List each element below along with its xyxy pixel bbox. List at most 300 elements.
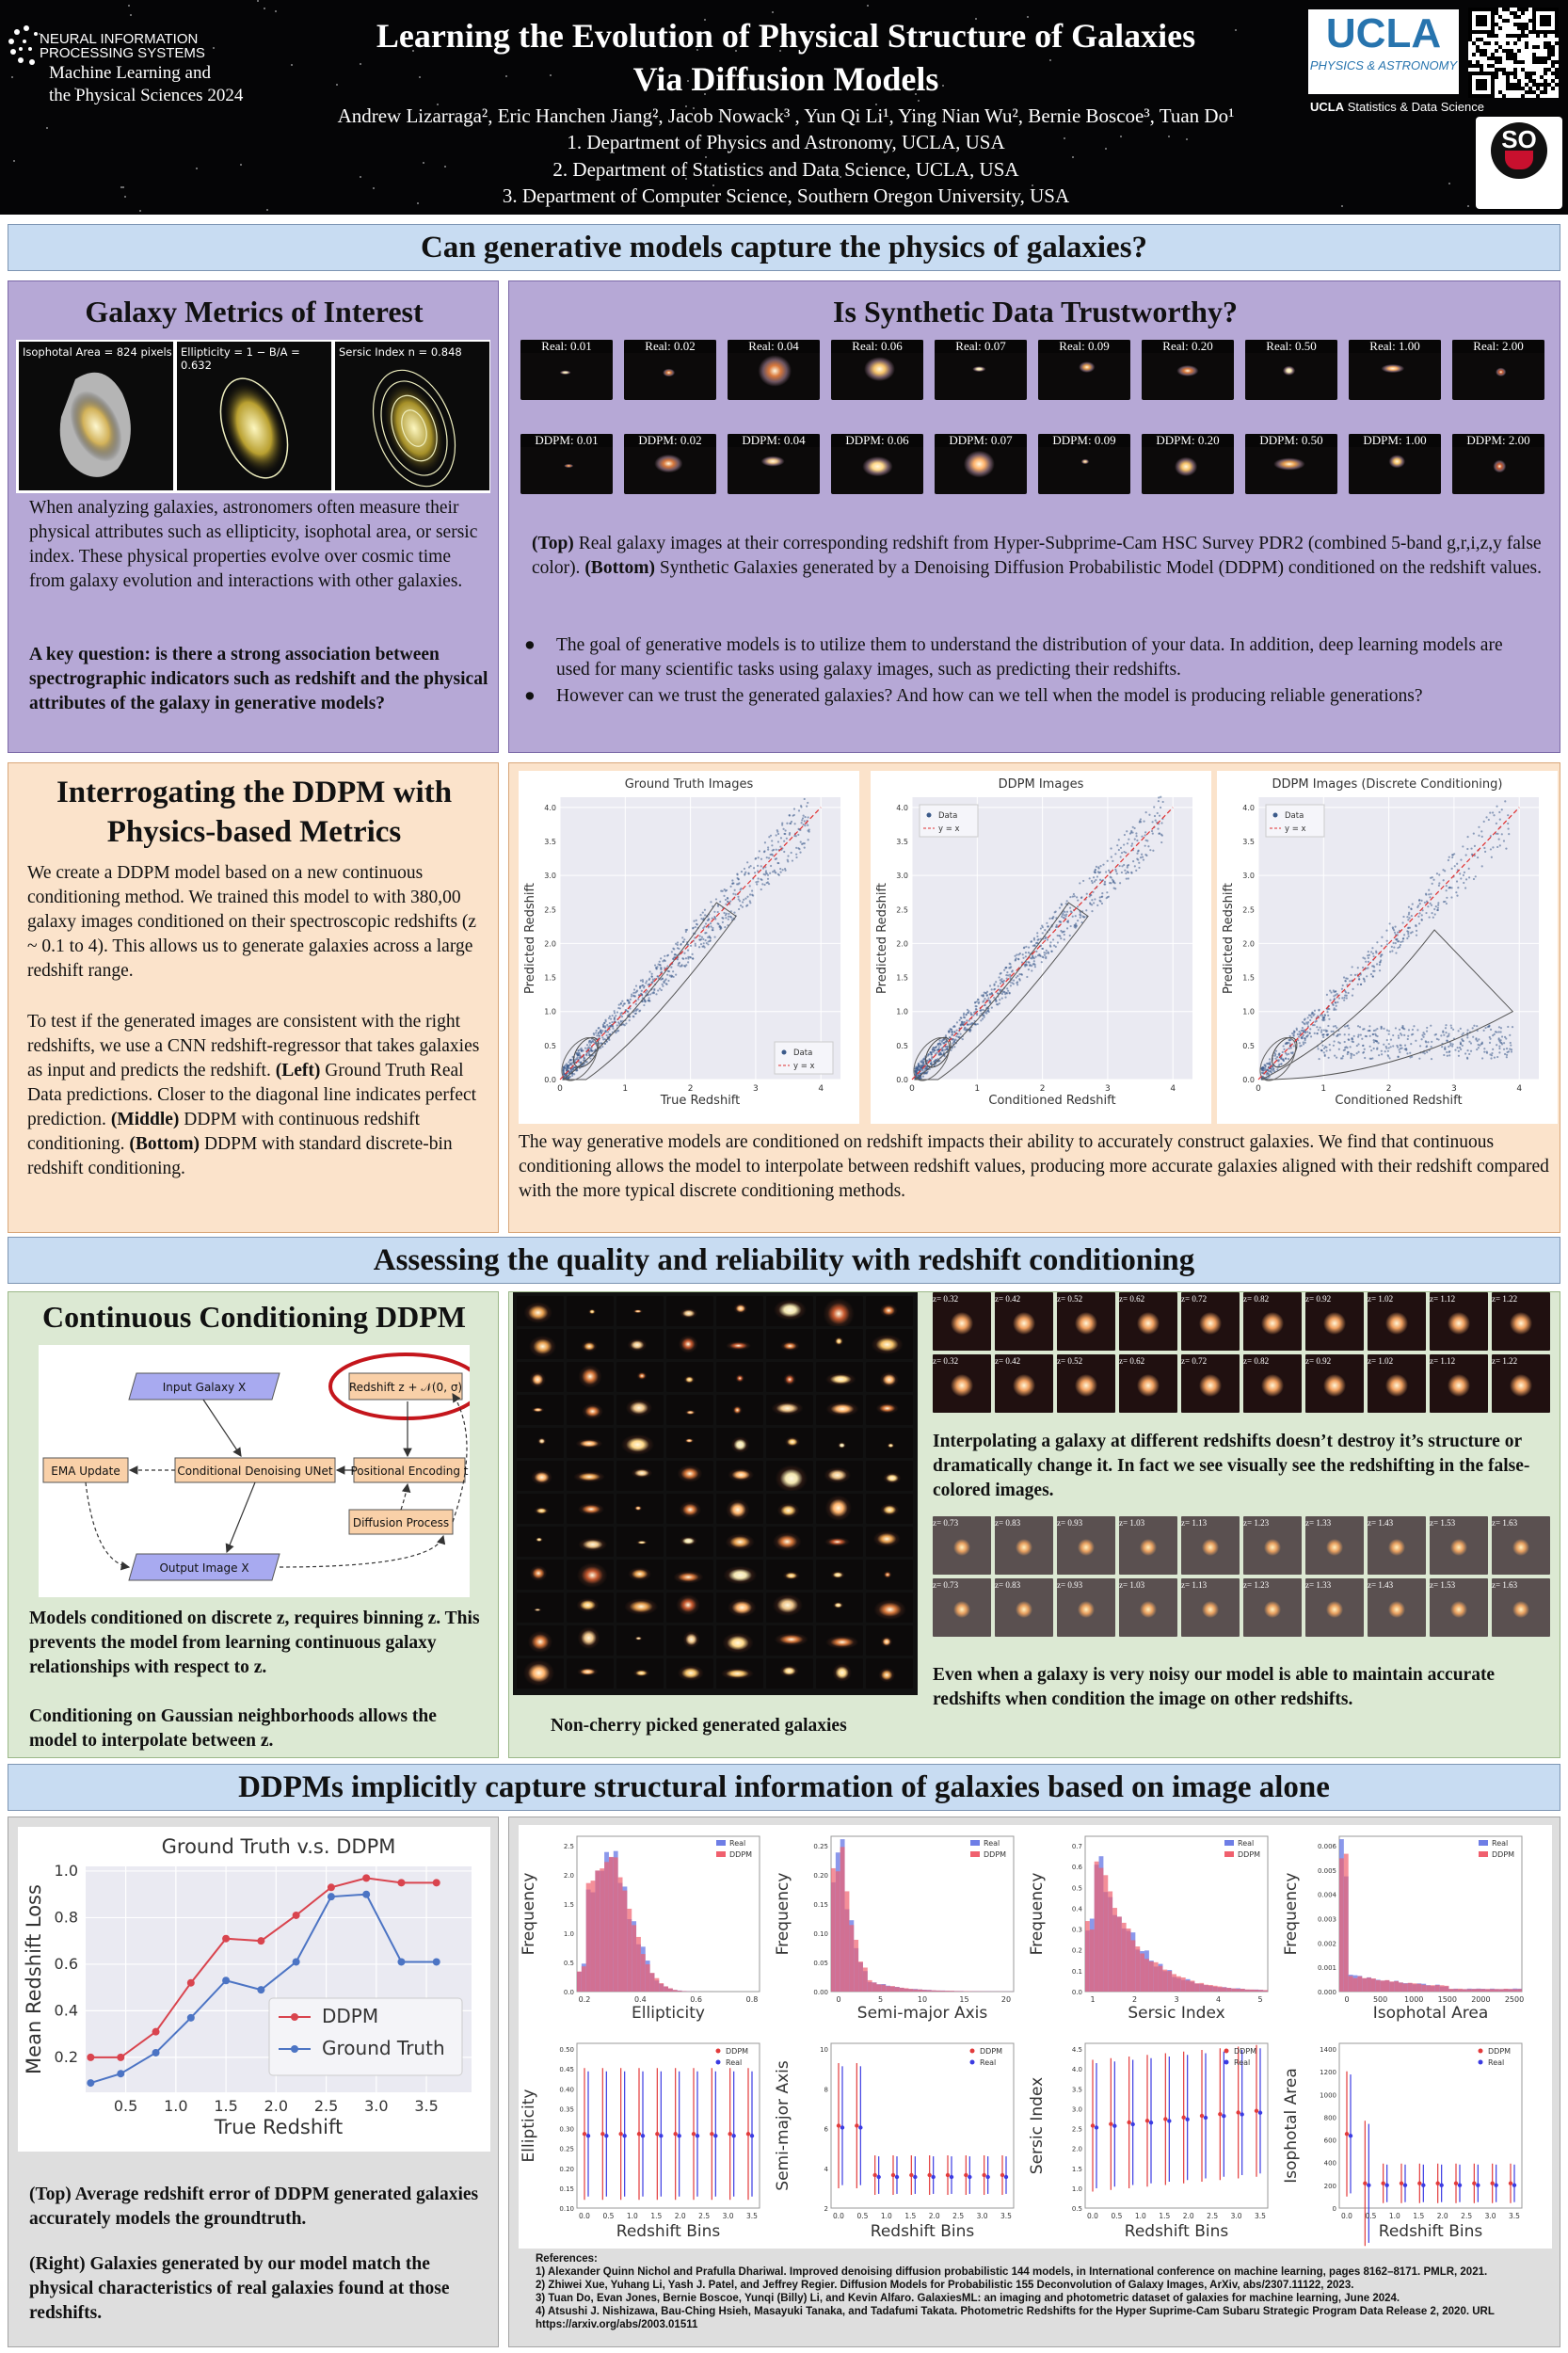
- scatter-point: [726, 889, 728, 891]
- scatter-point: [1391, 950, 1393, 952]
- scatter-point: [1290, 1047, 1292, 1048]
- scatter-point: [1445, 1024, 1447, 1026]
- hist-bar-ddpm: [682, 1991, 687, 1992]
- scatter-point: [1451, 868, 1453, 870]
- interpolated-galaxy: [1119, 1578, 1177, 1637]
- hist-bar-ddpm: [1472, 1989, 1477, 1992]
- scatter-point: [1504, 800, 1506, 802]
- generated-galaxy: [866, 1593, 913, 1623]
- scatter-xtick: 3: [1105, 1084, 1111, 1094]
- scatter-point: [1385, 1048, 1387, 1049]
- scatter-point: [952, 1033, 953, 1035]
- hist-ytick: 0.4: [1071, 1905, 1082, 1913]
- scatter-point: [1473, 878, 1475, 880]
- scatter-point: [1120, 847, 1122, 849]
- scatter-point: [662, 984, 664, 985]
- interpolated-galaxy: [1305, 1354, 1364, 1413]
- generated-galaxy: [766, 1527, 813, 1557]
- scatter-point: [1431, 1058, 1432, 1060]
- errbar-ytick: 0.15: [559, 2185, 574, 2193]
- redshift-label: z= 0.42: [995, 1356, 1021, 1366]
- hist-ytick: 0.5: [563, 1960, 574, 1967]
- scatter-point: [1344, 1041, 1346, 1043]
- scatter-point: [635, 984, 637, 986]
- scatter-ylabel: Predicted Redshift: [1222, 883, 1236, 994]
- scatter-point: [568, 1067, 569, 1069]
- hist-bar-ddpm: [1095, 1862, 1099, 1992]
- scatter-point: [1016, 982, 1017, 984]
- thumbnail-label: Real: 0.06: [831, 340, 923, 353]
- scatter-point: [1426, 1051, 1428, 1053]
- generated-galaxy: [616, 1658, 664, 1689]
- scatter-xtick: 0: [909, 1084, 915, 1094]
- hist-legend: DDPM: [1238, 1850, 1261, 1859]
- scatter-point: [738, 898, 740, 900]
- hist-ytick: 0.6: [1071, 1864, 1082, 1872]
- generated-galaxy: [567, 1560, 614, 1590]
- scatter-point: [1323, 1048, 1325, 1049]
- errbar-xtick: 2.0: [674, 2212, 686, 2220]
- property-histograms: [519, 1825, 1552, 2249]
- loss-chart-box: [18, 1827, 490, 2152]
- scatter-xlabel: Conditioned Redshift: [1335, 1094, 1463, 1108]
- scatter-point: [732, 893, 734, 895]
- scatter-point: [802, 842, 804, 844]
- scatter-point: [1309, 1028, 1311, 1030]
- scatter-point: [1299, 1042, 1301, 1044]
- scatter-point: [1334, 1055, 1336, 1057]
- generated-galaxy: [716, 1395, 763, 1425]
- scatter-point: [1057, 935, 1059, 936]
- scatter-point: [1066, 911, 1068, 913]
- generated-galaxy: [816, 1428, 863, 1458]
- scatter-point: [1430, 903, 1432, 904]
- scatter-point: [764, 841, 766, 843]
- scatter-point: [1128, 839, 1129, 840]
- legend-line: y = x: [793, 1062, 815, 1071]
- errbar-ytick: 600: [1323, 2137, 1336, 2145]
- redshift-label: z= 0.72: [1181, 1294, 1208, 1304]
- scatter-point: [1308, 1032, 1310, 1033]
- scatter-point: [963, 1029, 965, 1031]
- scatter-point: [964, 1016, 966, 1018]
- scatter-point: [1512, 1026, 1513, 1028]
- hist-xtick: 2500: [1504, 1995, 1525, 2004]
- generated-galaxy: [517, 1658, 564, 1689]
- hist-xtick: 2: [1131, 1995, 1138, 2004]
- scatter-point: [734, 889, 736, 891]
- scatter-point: [1463, 1040, 1464, 1042]
- scatter-point: [614, 1018, 616, 1020]
- scatter-point: [922, 1063, 924, 1064]
- scatter-point: [1127, 871, 1128, 872]
- scatter-point: [1003, 969, 1005, 971]
- scatter-point: [1449, 1045, 1451, 1047]
- interpolated-galaxy: [1181, 1292, 1240, 1351]
- scatter-point: [1052, 938, 1054, 940]
- scatter-point: [1507, 814, 1509, 816]
- scatter-point: [1338, 1048, 1340, 1050]
- generated-galaxy: [666, 1625, 713, 1656]
- scatter-point: [625, 1009, 627, 1011]
- generated-galaxy: [666, 1461, 713, 1491]
- scatter-point: [1491, 1052, 1493, 1054]
- scatter-point: [1366, 975, 1368, 977]
- scatter-point: [1014, 955, 1016, 957]
- scatter-point: [1500, 1027, 1502, 1029]
- scatter-title: Ground Truth Images: [624, 777, 754, 792]
- hist-bar-ddpm: [1480, 1989, 1485, 1992]
- scatter-point: [604, 1030, 606, 1032]
- synthetic-data-panel: [508, 280, 1560, 753]
- scatter-point: [1091, 899, 1093, 901]
- star-dot: [11, 76, 13, 78]
- scatter-point: [1505, 848, 1507, 850]
- hist-bar-ddpm: [1403, 1983, 1408, 1992]
- scatter-point: [687, 961, 689, 963]
- scatter-point: [1465, 854, 1467, 856]
- scatter-point: [1488, 1024, 1490, 1026]
- scatter-point: [751, 894, 753, 896]
- scatter-point: [1363, 978, 1365, 980]
- scatter-point: [1307, 1021, 1309, 1023]
- scatter-point: [1105, 871, 1107, 872]
- errbar-xtick: 2.0: [1182, 2212, 1194, 2220]
- scatter-plot-1: [519, 771, 859, 1124]
- generated-galaxy: [716, 1625, 763, 1656]
- scatter-point: [1126, 830, 1128, 832]
- diagram-input-galaxy: Input Galaxy X: [162, 1381, 247, 1394]
- generated-galaxy: [866, 1494, 913, 1524]
- scatter-point: [744, 898, 746, 900]
- scatter-point: [1298, 1031, 1300, 1032]
- scatter-point: [1498, 1037, 1500, 1039]
- scatter-point: [768, 857, 770, 859]
- scatter-point: [1064, 934, 1065, 936]
- scatter-point: [736, 883, 738, 885]
- generated-galaxy: [716, 1593, 763, 1623]
- thumbnail-label: Real: 0.04: [728, 340, 820, 353]
- hist-bar-ddpm: [1385, 1980, 1390, 1992]
- scatter-xtick: 1: [974, 1084, 981, 1094]
- scatter-point: [1329, 1049, 1331, 1051]
- star-dot: [139, 210, 141, 212]
- qr-code-icon[interactable]: [1468, 8, 1559, 98]
- scatter-point: [994, 988, 996, 990]
- scatter-point: [1448, 859, 1449, 861]
- scatter-point: [923, 1058, 925, 1060]
- scatter-ytick: 1.5: [1242, 973, 1255, 983]
- scatter-point: [1489, 1053, 1491, 1055]
- scatter-point: [673, 948, 675, 950]
- scatter-point: [771, 844, 773, 846]
- scatter-point: [1106, 897, 1108, 899]
- scatter-point: [995, 981, 997, 983]
- scatter-point: [1303, 1034, 1304, 1036]
- hist-bar-ddpm: [959, 1991, 964, 1992]
- scatter-point: [1326, 1030, 1328, 1032]
- scatter-point: [567, 1065, 568, 1067]
- generated-galaxy: [716, 1296, 763, 1326]
- scatter-xtick: 4: [1516, 1084, 1523, 1094]
- scatter-point: [1130, 845, 1132, 847]
- scatter-point: [1489, 1042, 1491, 1044]
- scatter-point: [666, 974, 668, 976]
- scatter-ytick: 2.5: [1242, 905, 1255, 915]
- hist-bar-ddpm: [1254, 1990, 1258, 1992]
- scatter-point: [664, 982, 665, 984]
- data-point: [362, 1874, 370, 1881]
- scatter-point: [587, 1047, 589, 1048]
- generated-galaxy: [517, 1329, 564, 1359]
- scatter-point: [604, 1043, 606, 1045]
- scatter-point: [1393, 946, 1395, 948]
- scatter-point: [779, 868, 781, 870]
- scatter-point: [606, 1034, 608, 1036]
- scatter-point: [1269, 1058, 1271, 1060]
- errbar-xtick: 3.5: [746, 2212, 758, 2220]
- scatter-point: [801, 822, 803, 824]
- scatter-point: [1298, 1036, 1300, 1038]
- interrogate-title: Interrogating the DDPM with Physics-based Metrics: [56, 776, 453, 849]
- errbar-ytick: 3.0: [1071, 2105, 1082, 2114]
- scatter-point: [1031, 940, 1032, 942]
- scatter-point: [1505, 1037, 1507, 1039]
- scatter-point: [1486, 1050, 1488, 1052]
- hist-bar-ddpm: [858, 1961, 863, 1992]
- scatter-point: [1408, 917, 1410, 919]
- scatter-point: [1124, 834, 1126, 836]
- scatter-point: [671, 951, 673, 952]
- scatter-point: [1296, 1029, 1298, 1031]
- x-tick: 0.5: [113, 2097, 138, 2115]
- scatter-point: [972, 1014, 974, 1016]
- scatter-point: [1468, 868, 1470, 870]
- scatter-point: [1488, 819, 1490, 821]
- scatter-point: [771, 854, 773, 856]
- scatter-point: [1093, 876, 1095, 878]
- hist-ytick: 0.000: [1317, 1989, 1336, 1996]
- scatter-point: [1008, 992, 1010, 994]
- scatter-point: [1360, 984, 1362, 985]
- scatter-point: [660, 968, 662, 970]
- scatter-point: [727, 898, 728, 900]
- scatter-point: [589, 1040, 591, 1042]
- scatter-point: [630, 999, 632, 1000]
- scatter-point: [713, 911, 715, 913]
- scatter-point: [598, 1032, 600, 1034]
- scatter-point: [1158, 833, 1160, 835]
- hist-bar-ddpm: [1453, 1989, 1458, 1992]
- scatter-point: [1060, 930, 1062, 932]
- redshift-label: z= 1.43: [1368, 1580, 1394, 1590]
- scatter-point: [933, 1051, 935, 1053]
- errbar-xtick: 1.5: [904, 2212, 917, 2220]
- scatter-point: [795, 854, 797, 856]
- scatter-point: [1478, 1038, 1480, 1040]
- scatter-point: [1329, 1044, 1331, 1046]
- scatter-point: [1302, 1027, 1304, 1029]
- hist-ytick: 0.006: [1317, 1843, 1336, 1850]
- scatter-point: [712, 929, 713, 931]
- scatter-point: [757, 865, 759, 867]
- scatter-point: [1426, 1030, 1428, 1032]
- errbar-xtick: 0.0: [833, 2212, 844, 2220]
- generated-galaxy: [766, 1428, 813, 1458]
- errbar-xtick: 3.5: [1509, 2212, 1520, 2220]
- hist-ytick: 0.25: [813, 1843, 828, 1850]
- scatter-point: [1036, 936, 1038, 937]
- hist-bar-ddpm: [618, 1878, 623, 1992]
- scatter-point: [1263, 1064, 1265, 1066]
- scatter-point: [667, 954, 669, 956]
- generated-galaxy: [816, 1395, 863, 1425]
- redshift-label: z= 1.02: [1368, 1294, 1394, 1304]
- scatter-point: [1456, 880, 1458, 882]
- galaxy-thumbnail: [624, 434, 716, 494]
- scatter-point: [960, 1017, 962, 1019]
- hist-ytick: 0.0: [1071, 1989, 1082, 1996]
- scatter-point: [589, 1044, 591, 1046]
- scatter-point: [672, 970, 674, 972]
- hist-bar-ddpm: [1223, 1988, 1227, 1992]
- scatter-point: [1136, 840, 1138, 841]
- x-tick: 1.5: [214, 2097, 238, 2115]
- scatter-point: [1425, 1040, 1427, 1042]
- hist-ytick: 2.0: [563, 1872, 574, 1880]
- interpolated-galaxy: [1243, 1354, 1302, 1413]
- scatter-point: [753, 867, 755, 869]
- generated-galaxy: [567, 1428, 614, 1458]
- scatter-point: [1368, 1025, 1370, 1027]
- scatter-point: [781, 824, 783, 825]
- scatter-point: [672, 958, 674, 960]
- data-point: [328, 1883, 335, 1891]
- scatter-point: [1116, 872, 1118, 874]
- scatter-point: [1316, 1020, 1318, 1022]
- scatter-point: [746, 861, 748, 863]
- errbar-xtick: 0.5: [602, 2212, 615, 2220]
- scatter-point: [632, 992, 634, 994]
- scatter-point: [767, 881, 769, 883]
- loss-caption-top: (Top) Average redshift error of DDPM generated galaxies accurately models the groundtruth.: [29, 2185, 479, 2229]
- scatter-point: [1077, 899, 1079, 901]
- scatter-ytick: 2.0: [544, 939, 556, 949]
- scatter-point: [1484, 851, 1486, 853]
- scatter-point: [1432, 917, 1434, 919]
- scatter-point: [1317, 1032, 1319, 1034]
- scatter-point: [1352, 988, 1353, 990]
- generated-galaxy: [766, 1625, 813, 1656]
- scatter-point: [1303, 1041, 1304, 1043]
- scatter-point: [1458, 1030, 1460, 1032]
- scatter-point: [620, 1003, 622, 1005]
- continuous-p2: Conditioning on Gaussian neighborhoods allows the model to interpolate between z.: [29, 1706, 437, 1751]
- scatter-xtick: 3: [753, 1084, 759, 1094]
- scatter-point: [620, 1020, 622, 1022]
- scatter-point: [627, 1011, 629, 1013]
- star-dot: [772, 11, 774, 13]
- hist-ytick: 0.05: [813, 1960, 828, 1967]
- hist-bar-ddpm: [1426, 1985, 1431, 1992]
- hist-bar-ddpm: [668, 1988, 673, 1992]
- scatter-point: [776, 831, 778, 833]
- scatter-point: [681, 936, 683, 938]
- scatter-point: [1399, 1029, 1400, 1031]
- redshift-label: z= 1.02: [1368, 1356, 1394, 1366]
- scatter-point: [1440, 1034, 1442, 1036]
- scatter-point: [598, 1027, 600, 1029]
- hist-xtick: 4: [1215, 1995, 1222, 2004]
- scatter-point: [660, 957, 662, 959]
- scatter-point: [673, 976, 675, 978]
- hist-bar-ddpm: [1181, 1977, 1186, 1992]
- generated-galaxy: [866, 1560, 913, 1590]
- isophotal-area-image: Isophotal Area = 824 pixels: [19, 342, 173, 490]
- scatter-point: [1096, 866, 1097, 868]
- scatter-point: [1448, 1046, 1449, 1048]
- scatter-point: [791, 821, 792, 823]
- scatter-ytick: 0.0: [544, 1076, 556, 1084]
- hist-bar-ddpm: [1176, 1977, 1181, 1992]
- errbar-ytick: 1400: [1320, 2046, 1336, 2054]
- interpolated-galaxy: [1305, 1292, 1364, 1351]
- generated-galaxy: [517, 1428, 564, 1458]
- hist-ytick: 0.002: [1317, 1940, 1336, 1948]
- scatter-point: [1351, 1038, 1352, 1040]
- hist-bar-ddpm: [627, 1909, 632, 1992]
- scatter-point: [787, 859, 789, 861]
- scatter-point: [1422, 1036, 1424, 1038]
- scatter-point: [654, 964, 656, 966]
- generated-galaxy: [666, 1527, 713, 1557]
- redshift-label: z= 1.43: [1368, 1518, 1394, 1528]
- scatter-point: [1381, 953, 1383, 955]
- scatter-point: [1040, 927, 1042, 929]
- scatter-point: [1306, 1035, 1308, 1037]
- scatter-point: [1464, 887, 1466, 888]
- scatter-point: [1436, 1038, 1438, 1040]
- thumbnail-label: Real: 0.09: [1038, 340, 1130, 353]
- scatter-point: [1362, 1045, 1364, 1047]
- scatter-point: [997, 992, 999, 994]
- interpolated-galaxy: [933, 1354, 991, 1413]
- hist-bar-ddpm: [673, 1990, 678, 1992]
- interpolated-galaxy: [1368, 1578, 1426, 1637]
- scatter-point: [1336, 1027, 1337, 1029]
- scatter-point: [1100, 896, 1102, 898]
- scatter-point: [1077, 905, 1079, 907]
- generated-galaxy-grid: [513, 1292, 918, 1695]
- scatter-point: [1508, 827, 1510, 829]
- scatter-point: [1446, 885, 1448, 887]
- histogram-panel: [508, 1817, 1560, 2347]
- scatter-point: [729, 916, 731, 918]
- scatter-point: [1141, 854, 1143, 856]
- scatter-point: [1280, 1058, 1282, 1060]
- hist-bar-ddpm: [646, 1964, 650, 1992]
- scatter-point: [1411, 915, 1413, 917]
- generated-galaxy: [616, 1428, 664, 1458]
- hist-bar-ddpm: [1463, 1989, 1467, 1992]
- hist-bar-ddpm: [577, 1972, 582, 1992]
- scatter-xtick: 1: [622, 1084, 629, 1094]
- interpolation-grid-bottom: [933, 1516, 1560, 1639]
- scatter-point: [702, 945, 704, 947]
- scatter-point: [670, 976, 672, 978]
- scatter-point: [1401, 1026, 1403, 1028]
- scatter-point: [1120, 856, 1122, 857]
